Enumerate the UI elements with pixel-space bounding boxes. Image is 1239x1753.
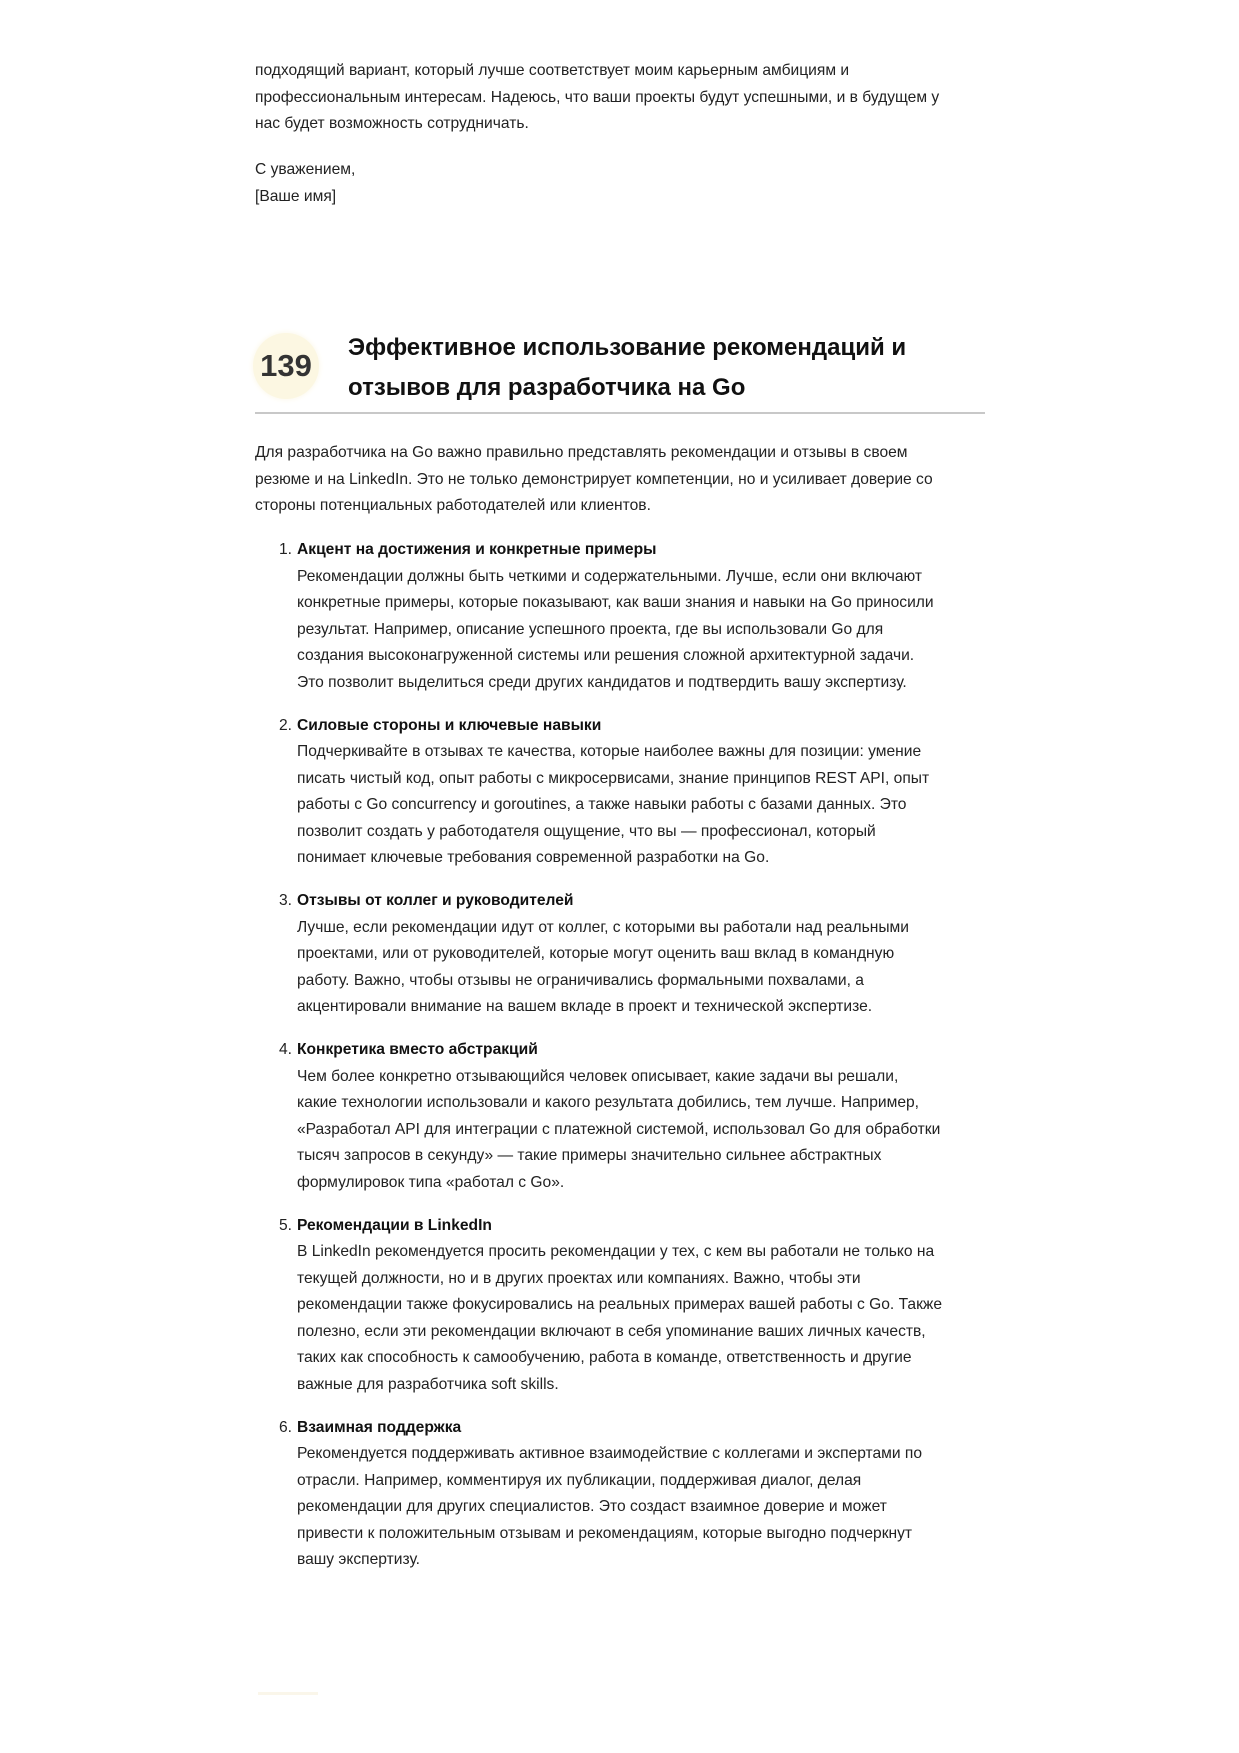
- text-line: Лучше, если рекомендации идут от коллег, с которыми вы работали над реальными: [297, 918, 909, 936]
- text-line: отрасли. Например, комментируя их публикации, поддерживая диалог, делая: [297, 1471, 862, 1489]
- text-line: важные для разработчика soft skills.: [297, 1375, 559, 1393]
- list-item: [279, 1037, 1009, 1196]
- text-line: Рекомендации должны быть четкими и содержательными. Лучше, если они включают: [297, 567, 923, 585]
- list-item-body: [297, 1415, 1009, 1574]
- text-line: Чем более конкретно отзывающийся человек описывает, какие задачи вы решали,: [297, 1067, 899, 1085]
- text-line: привести к положительным отзывам и рекомендациям, которые выгодно подчеркнут: [297, 1524, 913, 1542]
- page-footer-mark: [258, 1692, 318, 1695]
- text-line: писать чистый код, опыт работы с микросервисами, знание принципов REST API, опыт: [297, 769, 930, 787]
- text-line: работы с Go concurrency и goroutines, а также навыки работы с базами данных. Это: [297, 796, 907, 813]
- text-line: таких как способность к самообучению, работа в команде, ответственность и другие: [297, 1349, 912, 1366]
- text-line: нас будет возможность сотрудничать.: [255, 115, 529, 132]
- text-line: понимает ключевые требования современной разработки на Go.: [297, 849, 770, 866]
- list-item-number: 4.: [279, 1041, 293, 1058]
- text-line: формулировок типа «работал с Go».: [297, 1173, 565, 1191]
- list-item-title: Отзывы от коллег и руководителей: [297, 892, 574, 909]
- intro-paragraph: [255, 440, 985, 520]
- list-item-title: Рекомендации в LinkedIn: [297, 1216, 492, 1234]
- list-item-title: Взаимная поддержка: [297, 1418, 462, 1436]
- text-line: конкретные примеры, которые показывают, как ваши знания и навыки на Go приносили: [297, 594, 934, 611]
- list-item: [279, 1415, 1009, 1574]
- text-line: стороны потенциальных работодателей или клиентов.: [255, 497, 651, 514]
- text-line: текущей должности, но и в других проектах или компаниях. Важно, чтобы эти: [297, 1269, 861, 1287]
- text-line: полезно, если эти рекомендации включают в себя упоминание ваших личных качеств,: [297, 1322, 926, 1340]
- text-line: С уважением,: [255, 161, 356, 178]
- text-line: резюме и на LinkedIn. Это не только демонстрирует компетенции, но и усиливает доверие со: [255, 470, 933, 488]
- text-line: Подчеркивайте в отзывах те качества, которые наиболее важны для позиции: умение: [297, 743, 922, 760]
- list-item-body: [297, 537, 1009, 696]
- text-line: работу. Важно, чтобы отзывы не ограничивались формальными похвалами, а: [297, 971, 864, 989]
- section-title-line: Эффективное использование рекомендаций и: [348, 334, 907, 361]
- recommendations-list: [279, 537, 1009, 1590]
- list-item-title: Акцент на достижения и конкретные примеры: [297, 541, 657, 558]
- list-item: [279, 537, 1009, 696]
- list-item-body: [297, 888, 1009, 1021]
- text-line: позволит создать у работодателя ощущение, что вы — профессионал, который: [297, 822, 876, 840]
- text-line: проектами, или от руководителей, которые могут оценить ваш вклад в командную: [297, 945, 895, 962]
- section-title-line: отзывов для разработчика на Go: [348, 374, 746, 401]
- list-item-body: [297, 1037, 1009, 1196]
- list-item-body: [297, 1213, 1009, 1399]
- list-item-title: Конкретика вместо абстракций: [297, 1041, 538, 1058]
- list-item-number: 3.: [279, 892, 293, 909]
- text-line: создания высоконагруженной системы или решения сложной архитектурной задачи.: [297, 647, 915, 664]
- letter-closing: [255, 157, 985, 210]
- text-line: подходящий вариант, который лучше соответствует моим карьерным амбициям и: [255, 62, 850, 79]
- section-number-badge: [253, 333, 319, 399]
- text-line: рекомендации для других специалистов. Это создаст взаимное доверие и может: [297, 1498, 887, 1515]
- text-line: [Ваше имя]: [255, 187, 337, 205]
- text-line: В LinkedIn рекомендуется просить рекомендации у тех, с кем вы работали не только на: [297, 1243, 935, 1260]
- list-item-number: 2.: [279, 716, 293, 734]
- previous-letter-text: [255, 58, 985, 138]
- list-item: [279, 713, 1009, 872]
- text-line: тысяч запросов в секунду» — такие примеры значительно сильнее абстрактных: [297, 1147, 882, 1164]
- list-item-body: [297, 713, 1009, 872]
- list-item: [279, 1213, 1009, 1399]
- list-item-number: 5.: [279, 1216, 293, 1234]
- section-number: 139: [260, 348, 312, 383]
- list-item-number: 6.: [279, 1418, 293, 1436]
- text-line: Это позволит выделиться среди других кандидатов и подтвердить вашу экспертизу.: [297, 673, 907, 691]
- list-item-number: 1.: [279, 541, 293, 558]
- text-line: какие технологии использовали и какого результата добились, тем лучше. Например,: [297, 1094, 920, 1111]
- text-line: результат. Например, описание успешного проекта, где вы использовали Go для: [297, 620, 884, 638]
- title-divider: [255, 412, 985, 414]
- text-line: вашу экспертизу.: [297, 1551, 421, 1568]
- text-line: Рекомендуется поддерживать активное взаимодействие с коллегами и экспертами по: [297, 1445, 923, 1462]
- list-item-title: Силовые стороны и ключевые навыки: [297, 716, 602, 734]
- text-line: «Разработал API для интеграции с платежной системой, использовал Go для обработки: [297, 1120, 941, 1138]
- text-line: рекомендации также фокусировались на реальных примерах вашей работы с Go. Также: [297, 1296, 943, 1313]
- section-title: [348, 328, 906, 408]
- text-line: Для разработчика на Go важно правильно представлять рекомендации и отзывы в своем: [255, 444, 908, 461]
- text-line: акцентировали внимание на вашем вкладе в проект и технической экспертизе.: [297, 998, 873, 1015]
- list-item: [279, 888, 1009, 1021]
- text-line: профессиональным интересам. Надеюсь, что ваши проекты будут успешными, и в будущем у: [255, 88, 940, 106]
